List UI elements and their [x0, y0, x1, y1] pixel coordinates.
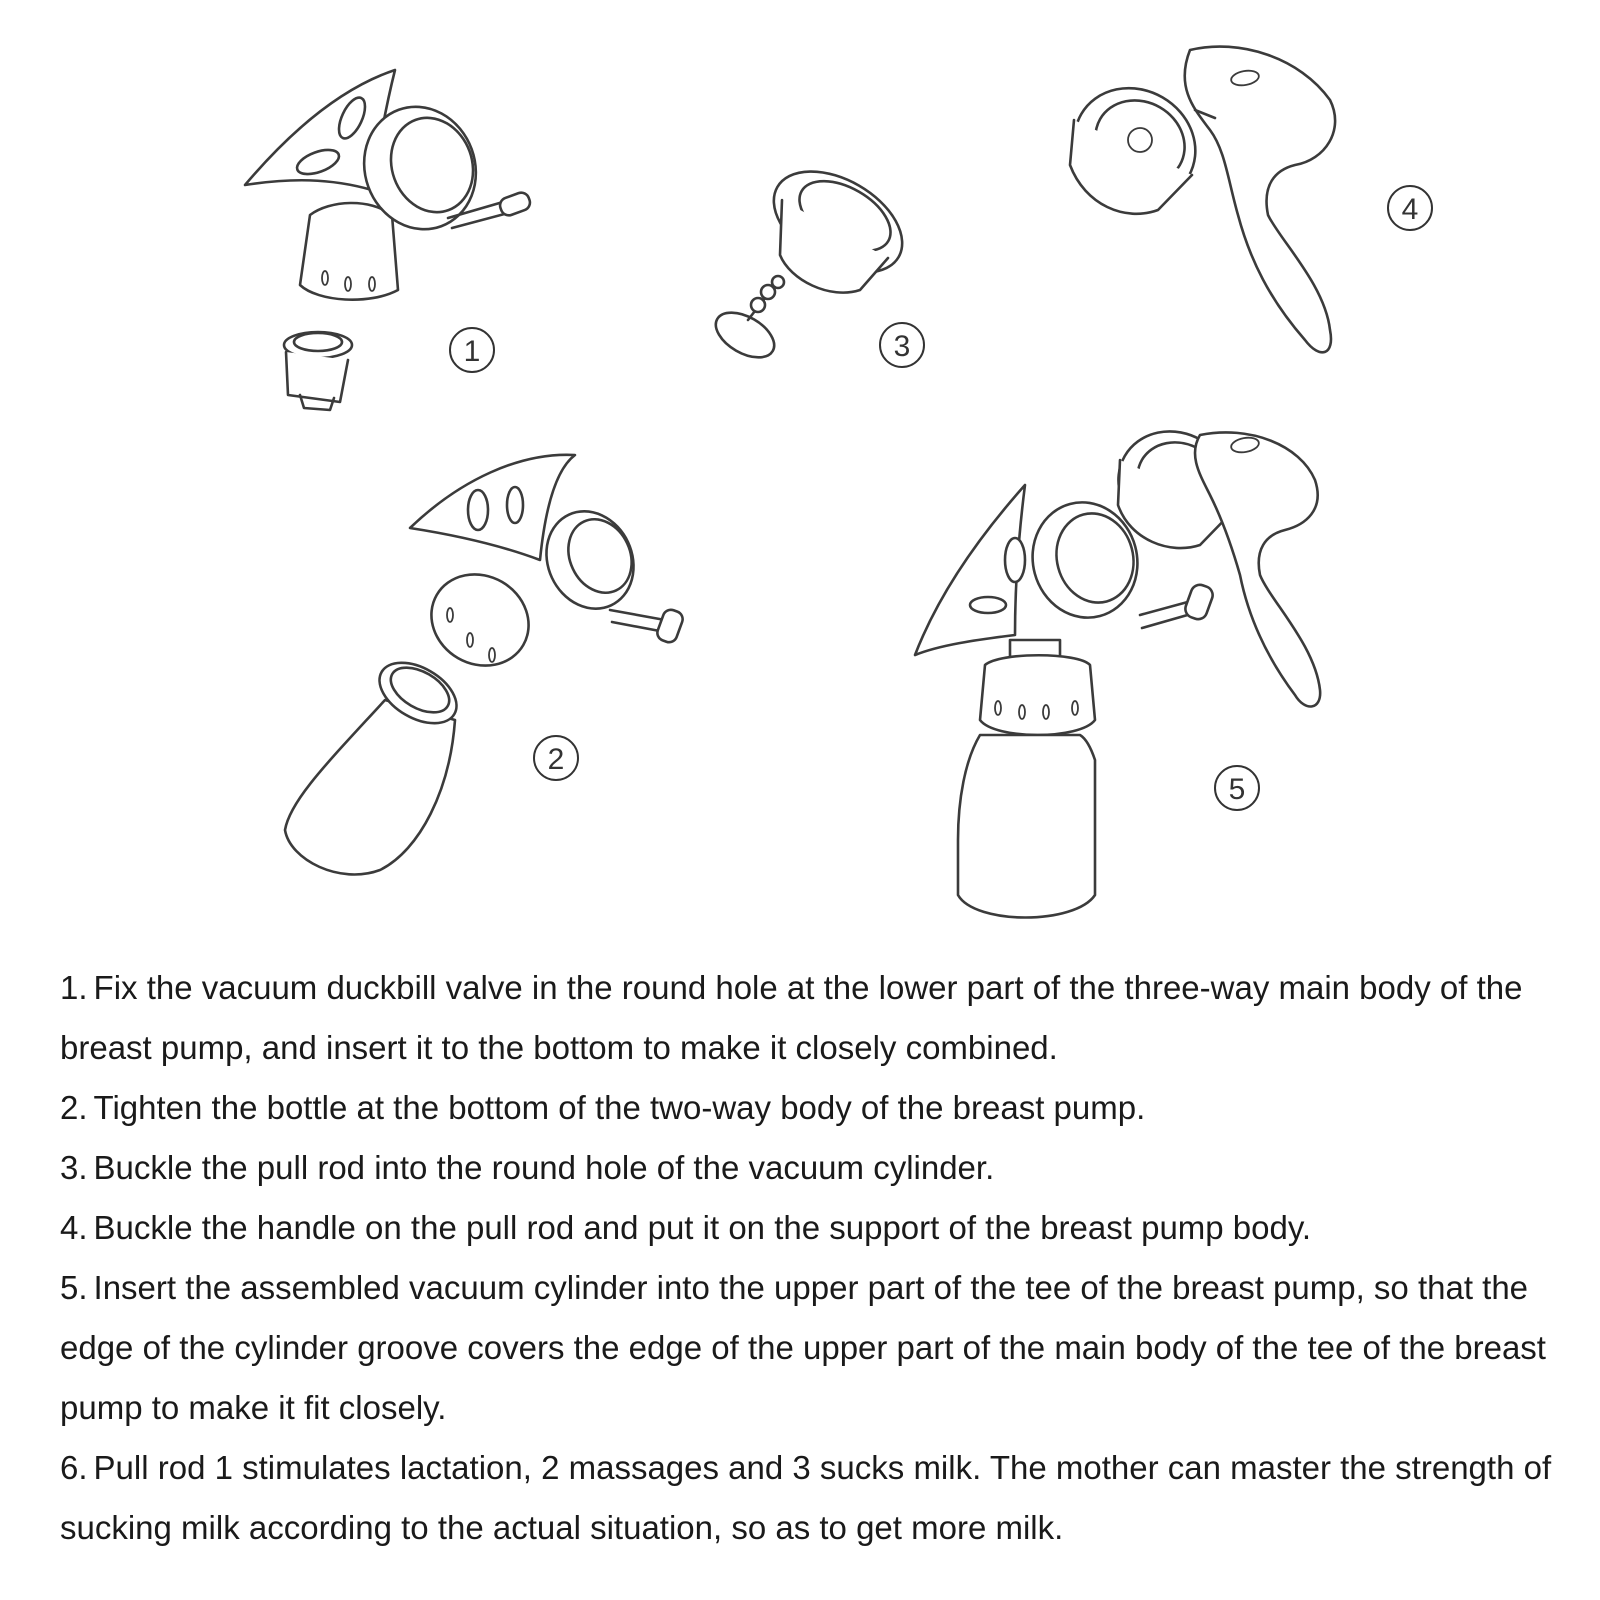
- callout-5: [1215, 766, 1259, 810]
- callout-1-label: 1: [463, 335, 481, 368]
- callout-4-label: 4: [1401, 193, 1419, 226]
- instruction-list: [60, 958, 1560, 1558]
- instruction-step-3: [60, 1138, 1560, 1198]
- instruction-step-1: [60, 958, 1560, 1078]
- step-text: Buckle the handle on the pull rod and put it on the support of the breast pump body.: [93, 1209, 1312, 1246]
- step-text: Buckle the pull rod into the round hole of the vacuum cylinder.: [93, 1149, 995, 1186]
- callout-2: [534, 736, 578, 780]
- callout-4: [1388, 186, 1432, 230]
- callout-2-label: 2: [547, 743, 565, 776]
- figure-4-handle: [1054, 47, 1335, 353]
- step-number: 5.: [60, 1269, 88, 1306]
- callout-5-label: 5: [1228, 773, 1246, 806]
- instruction-step-4: [60, 1198, 1560, 1258]
- figure-2-body-bottle: [285, 455, 685, 875]
- instruction-step-6: [60, 1438, 1560, 1558]
- step-number: 1.: [60, 969, 88, 1006]
- instruction-step-5: [60, 1258, 1560, 1438]
- callout-3: [880, 323, 924, 367]
- step-number: 2.: [60, 1089, 88, 1126]
- instruction-step-2: [60, 1078, 1560, 1138]
- step-text: Fix the vacuum duckbill valve in the round hole at the lower part of the three-way main body of the breast pump, and insert it to the bottom to make it closely combined.: [60, 969, 1523, 1066]
- step-number: 6.: [60, 1449, 88, 1486]
- step-text: Tighten the bottle at the bottom of the two-way body of the breast pump.: [93, 1089, 1146, 1126]
- step-text: Insert the assembled vacuum cylinder into the upper part of the tee of the breast pump, so that the edge of the cylinder groove covers the edge of the upper part of the main body of the tee of the breast pump to make it fit closely.: [60, 1269, 1546, 1426]
- figure-5-assembled-pump: [915, 411, 1320, 918]
- callout-1: [450, 328, 494, 372]
- step-number: 3.: [60, 1149, 88, 1186]
- step-number: 4.: [60, 1209, 88, 1246]
- step-text: Pull rod 1 stimulates lactation, 2 massages and 3 sucks milk. The mother can master the strength of sucking milk according to the actual situation, so as to get more milk.: [60, 1449, 1552, 1546]
- callout-3-label: 3: [893, 330, 911, 363]
